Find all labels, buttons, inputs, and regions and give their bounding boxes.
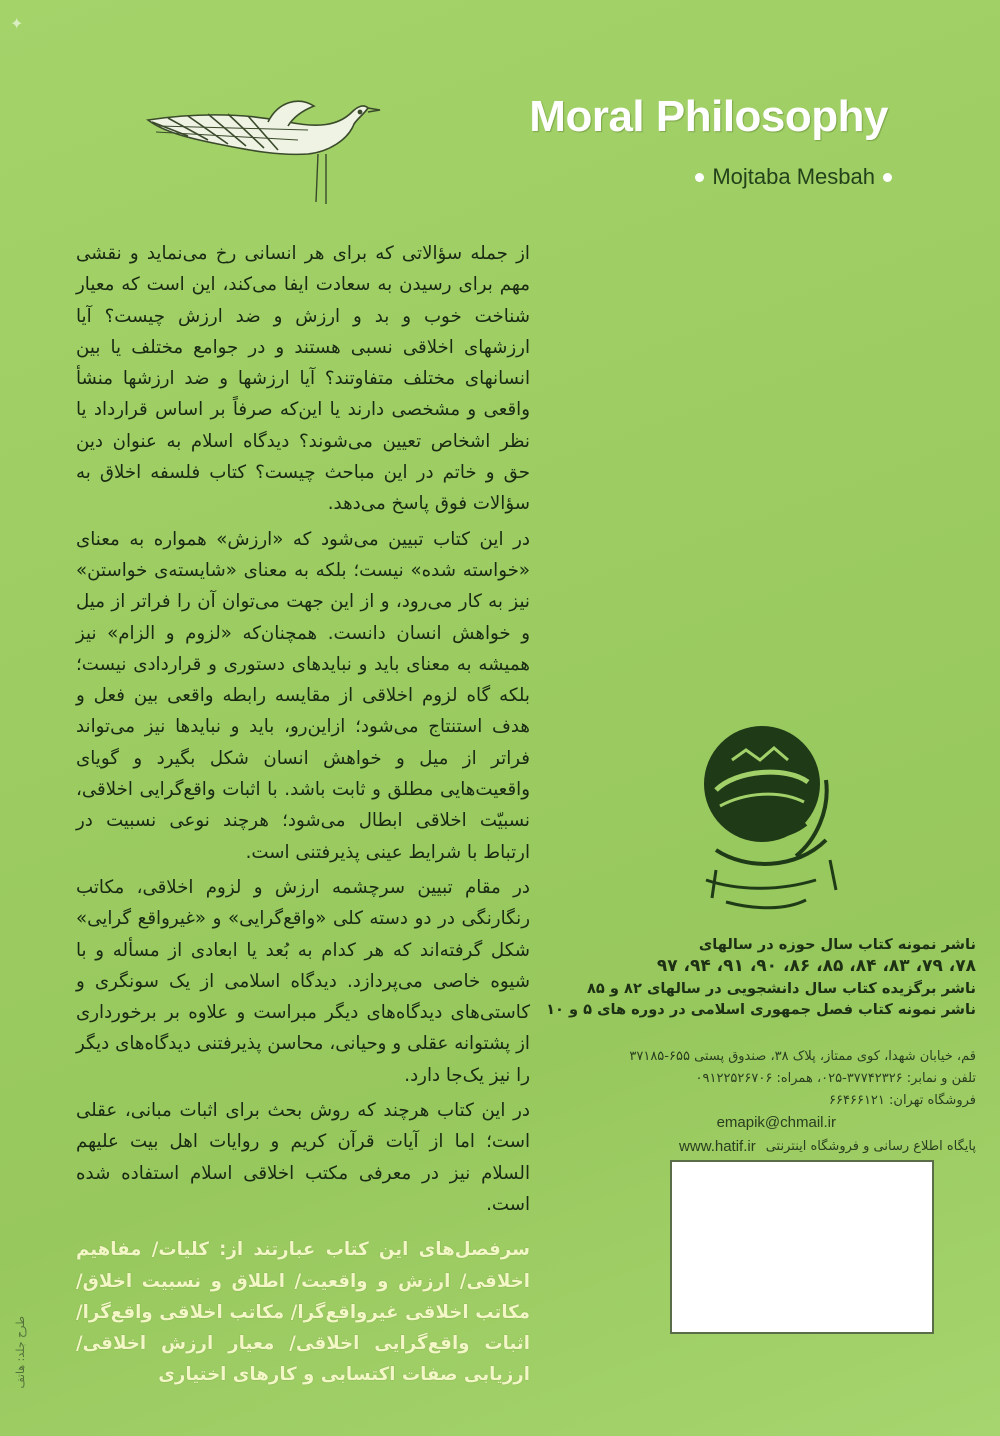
award-line: ناشر برگزیده کتاب سال دانشجویی در سالهای ۸۲ و ۸۵	[586, 980, 976, 997]
bird-illustration-icon	[128, 92, 388, 222]
award-years: ۷۸، ۷۹، ۸۳، ۸۴، ۸۵، ۸۶، ۹۰، ۹۱، ۹۴، ۹۷	[656, 956, 976, 976]
email-link[interactable]: emapik@chmail.ir	[716, 1114, 836, 1131]
blurb-paragraph: در مقام تبیین سرچشمه ارزش و لزوم اخلاقی، مکاتب رنگارنگی در دو دسته کلی «واقع‌گرایی» و «غیرواقع گرایی» شکل گرفته‌اند که هر کدام به بُعد یا ابعادی از مسأله و با شیوه خاصی می‌پردازد. دیدگاه اسلامی از یک سونگری و کاستی‌های دیدگاه‌های دیگر مبراست و علاوه بر برخورداری از پشتوانه عقلی و وحیانی، محاسن پذیرفتنی دیدگاه‌های دیگر را نیز یک‌جا دارد.	[76, 876, 530, 1086]
website-link[interactable]: www.hatif.ir	[679, 1137, 756, 1155]
publisher-awards	[540, 934, 976, 1020]
award-line: ناشر نمونه کتاب سال حوزه در سالهای	[698, 936, 976, 953]
blurb-paragraph: در این کتاب تبیین می‌شود که «ارزش» همواره به معنای «خواسته شده» نیست؛ بلکه به معنای «شایسته‌ی خواستن» نیز به کار می‌رود، و از این جهت می‌توان آن را فراتر از میل و خواهش انسان دانست. همچنان‌که «لزوم و الزام» نیز همیشه به معنای باید و نبایدهای دستوری و قراردادی نیست؛ بلکه گاه لزوم اخلاقی از مقایسه رابطه واقعی بین فعل و هدف استنتاج می‌شود؛ ازاین‌رو، باید و نبایدها نیز می‌تواند فراتر از میل و خواهش انسان شکل بگیرد و گویای واقعیت‌هایی مطلق و ثابت باشد. با اثبات واقع‌گرایی اخلاقی، نسبیّت اخلاقی ابطال می‌شود؛ هرچند نوعی نسبیت در ارتباط با شرایط عینی پذیرفتنی است.	[76, 528, 530, 863]
award-line: ناشر نمونه کتاب فصل جمهوری اسلامی در دوره های ۵ و ۱۰	[546, 1001, 976, 1018]
blurb-paragraph: از جمله سؤالاتی که برای هر انسانی رخ می‌نماید و نقشی مهم برای رسیدن به سعادت ایفا می‌کند، این است که معیار شناخت خوب و بد و ارزش و ضد ارزش چیست؟ آیا ارزشهای اخلاقی نسبی هستند و در جوامع مختلف یا بین انسانهای مختلف متفاوتند؟ آیا ارزشها و ضد ارزشها منشأ واقعی و مشخصی دارند یا این‌که صرفاً بر اساس قرارداد یا نظر اشخاص تعیین می‌شوند؟ دیدگاه اسلام به عنوان دین حق و خاتم در این مباحث چیست؟ کتاب فلسفه اخلاق به سؤالات فوق پاسخ می‌دهد.	[76, 243, 530, 515]
phone-text: تلفن و نمابر: ۳۷۷۴۲۳۲۶-۰۲۵، همراه: ۰۹۱۲۲۵۲۶۷۰۶	[695, 1071, 976, 1086]
publisher-logo-icon	[676, 720, 856, 930]
blurb-text	[76, 238, 530, 1395]
website-row	[540, 1134, 976, 1158]
blurb-paragraph: در این کتاب هرچند که روش بحث برای اثبات مبانی، عقلی است؛ اما از آیات قرآن کریم و روایات اهل بیت علیهم السلام نیز در معرفی مکتب اخلاقی اسلام استفاده شده است.	[76, 1100, 530, 1215]
corner-ornament-icon: ✦	[10, 14, 24, 33]
barcode-area	[670, 1160, 934, 1334]
book-title: Moral Philosophy	[529, 92, 888, 141]
barcode-icon	[686, 1172, 918, 1322]
author-name: Mojtaba Mesbah	[712, 164, 875, 189]
bullet-dot-icon	[883, 173, 892, 182]
address-text: قم، خیابان شهدا، کوی ممتاز، پلاک ۳۸، صندوق پستی ۶۵۵-۳۷۱۸۵	[629, 1049, 976, 1064]
chapter-headings: سرفصل‌های این کتاب عبارتند از: کلیات/ مفاهیم اخلاقی/ ارزش و واقعیت/ اطلاق و نسبیت اخلاق/ مکاتب اخلاقی غیرواقع‌گرا/ مکاتب اخلاقی واقع‌گرا/ اثبات واقع‌گرایی اخلاقی/ معیار ارزش اخلاقی/ ارزیابی صفات اکتسابی و کارهای اختیاری	[76, 1239, 530, 1386]
cover-design-credit: طرح جلد: هاتف	[14, 1316, 27, 1389]
website-label: پایگاه اطلاع رسانی و فروشگاه اینترنتی	[765, 1138, 976, 1154]
author-line	[695, 164, 892, 190]
store-phone-text: فروشگاه تهران: ۶۶۴۶۶۱۲۱	[829, 1093, 976, 1108]
bullet-dot-icon	[695, 173, 704, 182]
